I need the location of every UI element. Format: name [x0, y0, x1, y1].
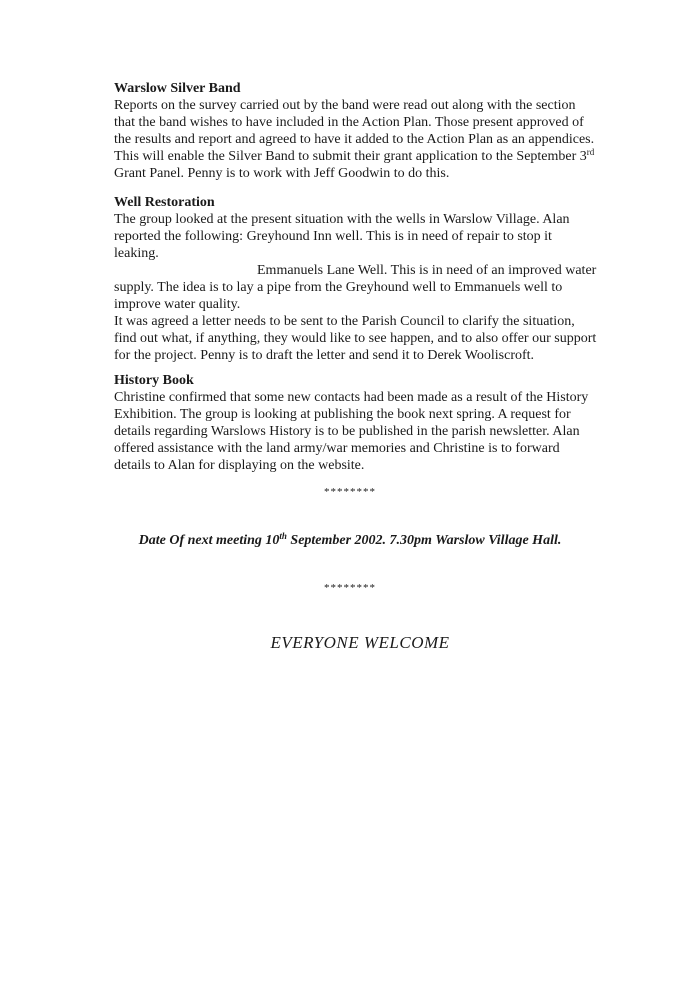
- paragraph-line: Christine confirmed that some new contacts had been made as a result of the History: [114, 390, 589, 405]
- next-meeting-notice: [0, 533, 700, 549]
- section-heading: Warslow Silver Band: [114, 81, 241, 96]
- paragraph-line: Emmanuels Lane Well. This is in need of an improved water: [257, 263, 597, 278]
- section-heading: History Book: [114, 373, 194, 388]
- paragraph-line: Grant Panel. Penny is to work with Jeff Goodwin to do this.: [114, 166, 450, 181]
- paragraph-line: Reports on the survey carried out by the band were read out along with the section: [114, 98, 576, 113]
- ordinal-superscript: th: [279, 531, 287, 541]
- paragraph-line: The group looked at the present situation with the wells in Warslow Village. Alan: [114, 212, 570, 227]
- separator-asterisks: ********: [324, 582, 376, 594]
- paragraph-line: Exhibition. The group is looking at publishing the book next spring. A request for: [114, 407, 571, 422]
- paragraph-line: offered assistance with the land army/war memories and Christine is to forward: [114, 441, 560, 456]
- paragraph-line: for the project. Penny is to draft the letter and send it to Derek Wooliscroft.: [114, 348, 535, 363]
- paragraph-line-text: This will enable the Silver Band to submit their grant application to the September 3: [114, 149, 587, 164]
- separator-asterisks: ********: [324, 486, 376, 498]
- paragraph-line: that the band wishes to have included in the Action Plan. Those present approved of: [114, 115, 584, 130]
- ordinal-superscript: rd: [586, 147, 595, 157]
- paragraph-line: [114, 148, 614, 165]
- everyone-welcome-banner: EVERYONE WELCOME: [270, 633, 450, 652]
- paragraph-line: supply. The idea is to lay a pipe from the Greyhound well to Emmanuels well to: [114, 280, 563, 295]
- next-meeting-suffix: September 2002. 7.30pm Warslow Village Hall.: [286, 533, 562, 548]
- paragraph-line: improve water quality.: [114, 297, 241, 312]
- paragraph-line: details regarding Warslows History is to be published in the parish newsletter. Alan: [114, 424, 580, 439]
- paragraph-line: reported the following: Greyhound Inn well. This is in need of repair to stop it: [114, 229, 552, 244]
- paragraph-line: leaking.: [114, 246, 159, 261]
- section-silver-band: [114, 80, 614, 182]
- next-meeting-prefix: Date Of next meeting 10: [138, 533, 280, 548]
- paragraph-line: It was agreed a letter needs to be sent to the Parish Council to clarify the situation,: [114, 314, 575, 329]
- paragraph-line: the results and report and agreed to have it added to the Action Plan as an appendices.: [114, 132, 595, 147]
- section-heading: Well Restoration: [114, 195, 215, 210]
- paragraph-line: find out what, if anything, they would like to see happen, and to also offer our support: [114, 331, 597, 346]
- section-history-book: [114, 372, 614, 474]
- section-well-restoration: [114, 194, 614, 364]
- paragraph-line: details to Alan for displaying on the website.: [114, 458, 365, 473]
